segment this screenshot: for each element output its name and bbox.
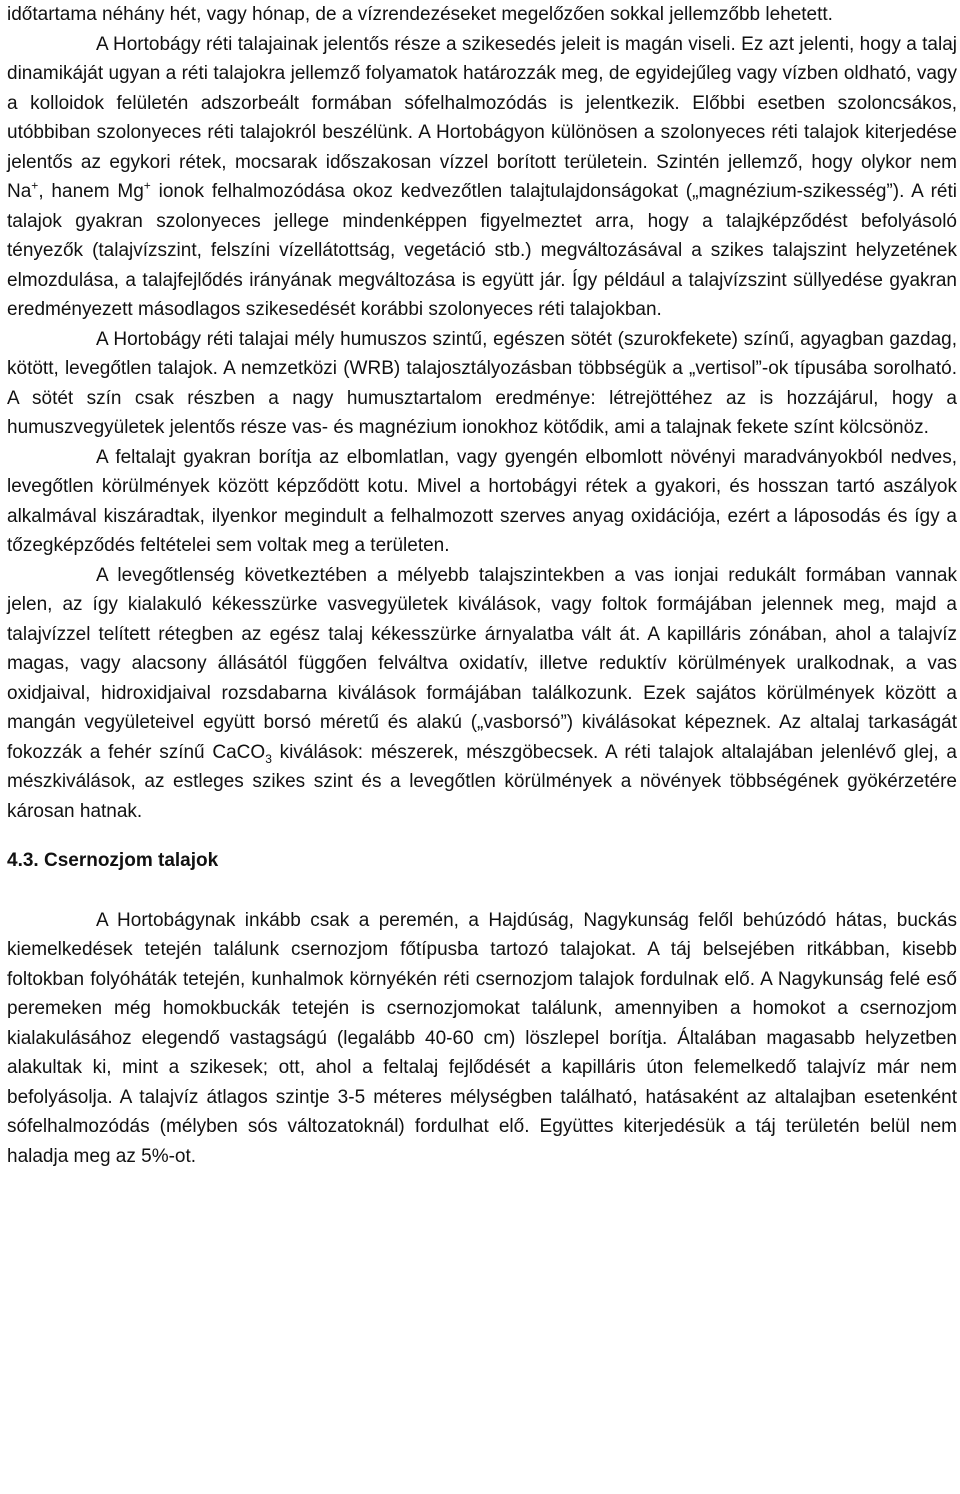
paragraph-2-text-c: ionok felhalmozódása okoz kedvezőtlen talajtulajdonságokat („magnézium-szikesség”). A réti talajok gyakran szolonyeces jellege mindenképpen figyelmeztet arra, hogy a talajképződést befolyásoló tényezők (talajvízszint, felszíni vízellátottság, vegetáció stb.) megváltozásával a szikes talajszint helyzetének elmozdulása, a talajfejlődés irányának megváltozása is együtt jár. Így például a talajvízszint süllyedése gyakran eredményezett másodlagos szikesedését korábbi szolonyeces réti talajokban. <box>7 181 958 320</box>
subscript-3: 3 <box>265 751 272 766</box>
paragraph-2 <box>7 30 957 325</box>
paragraph-2-text-b: , hanem Mg <box>38 181 144 202</box>
paragraph-4 <box>7 443 957 561</box>
paragraph-5-text-b: kiválások: mészerek, mészgöbecsek. A réti talajok altalajában jelenlévő glej, a mészkiválások, az estleges szikes szint és a levegőtlen körülmények a növények többségének gyökérzetére károsan hatnak. <box>7 741 957 822</box>
paragraph-4-text: A feltalajt gyakran borítja az elbomlatlan, vagy gyengén elbomlott növényi maradványokból nedves, levegőtlen körülmények között képződött kotu. Mivel a hortobágyi rétek a gyakori, és hosszan tartó aszályok alkalmával kiszáradtak, ilyenkor megindult a felhalmozott szerves anyag oxidációja, ezért a láposodás és így a tőzegképződés feltételei sem voltak meg a területen. <box>7 446 957 556</box>
superscript-plus: + <box>143 178 151 193</box>
paragraph-1 <box>7 0 957 30</box>
paragraph-1-text: időtartama néhány hét, vagy hónap, de a vízrendezéseket megelőzően sokkal jellemzőbb lehetett. <box>7 4 833 25</box>
paragraph-6-text: A Hortobágynak inkább csak a peremén, a Hajdúság, Nagykunság felől behúzódó hátas, buckás kiemelkedések tetején találunk csernozjom főtípusba tartozó talajokat. A táj belsejében ritkábban, kisebb foltokban folyóháták tetején, kunhalmok környékén réti csernozjom talajok fordulnak elő. A Nagykunság felé eső peremeken még homokbuckák tetején is csernozjomokat találunk, amennyiben a homokot a csernozjom kialakulásához elegendő vastagságú (legalább 40-60 cm) löszlepel borítja. Általában magasabb helyzetben alakultak ki, mint a szikesek; ott, ahol a feltalaj fejlődését a kapilláris úton felemelkedő talajvíz már nem befolyásolja. A talajvíz átlagos szintje 3-5 méteres mélységben található, hatásaként az altalajban esetenként sófelhalmozódás (mélyben sós változatoknál) fordulhat elő. Együttes kiterjedésük a táj területén belül nem haladja meg az 5%-ot. <box>7 909 957 1167</box>
paragraph-6 <box>7 906 957 1172</box>
document-page <box>7 0 957 1171</box>
paragraph-5-text-a: A levegőtlenség következtében a mélyebb talajszintekben a vas ionjai redukált formában vannak jelen, az így kialakuló kékesszürke vasvegyületek kiválások, vagy foltok formájában jelennek meg, majd a talajvízzel telített rétegben az egész talaj kékesszürke árnyalatba vált át. A kapilláris zónában, ahol a talajvíz magas, vagy alacsony állásától függően felváltva oxidatív, illetve reduktív körülmények uralkodnak, a vas oxidjaival, hidroxidjaival rozsdabarna kiválások formájában találkozunk. Ezek sajátos körülmények között a mangán vegyületeivel együtt borsó méretű és alakú („vasborsó”) kiválásokat képeznek. Az altalaj tarkaságát fokozzák a fehér színű CaCO <box>7 564 957 763</box>
paragraph-3-text: A Hortobágy réti talajai mély humuszos szintű, egészen sötét (szurokfekete) színű, agyagban gazdag, kötött, levegőtlen talajok. A nemzetközi (WRB) talajosztályozásban többségük a „vertisol”-ok típusába sorolható. A sötét szín csak részben a nagy humusztartalom eredménye: létrejöttéhez az is hozzájárul, hogy a humuszvegyületek jelentős része vas- és magnézium ionokhoz kötődik, ami a talajnak fekete színt kölcsönöz. <box>7 328 957 438</box>
paragraph-5 <box>7 561 957 827</box>
superscript-plus: + <box>31 178 39 193</box>
section-heading: 4.3. Csernozjom talajok <box>7 850 219 871</box>
paragraph-2-text-a: A Hortobágy réti talajainak jelentős része a szikesedés jeleit is magán viseli. Ez azt jelenti, hogy a talaj dinamikáját ugyan a réti talajokra jellemző folyamatok határozzák meg, de egyidejűleg vagy vízben oldható, vagy a kolloidok felületén adszorbeált formában sófelhalmozódás is jelentkezik. Előbbi esetben szoloncsákos, utóbbiban szolonyeces réti talajokról beszélünk. A Hortobágyon különösen a szolonyeces réti talajok kiterjedése jelentős az egykori rétek, mocsarak időszakosan vízzel borított területein. Szintén jellemző, hogy olykor nem Na <box>7 33 957 202</box>
paragraph-3 <box>7 325 957 443</box>
